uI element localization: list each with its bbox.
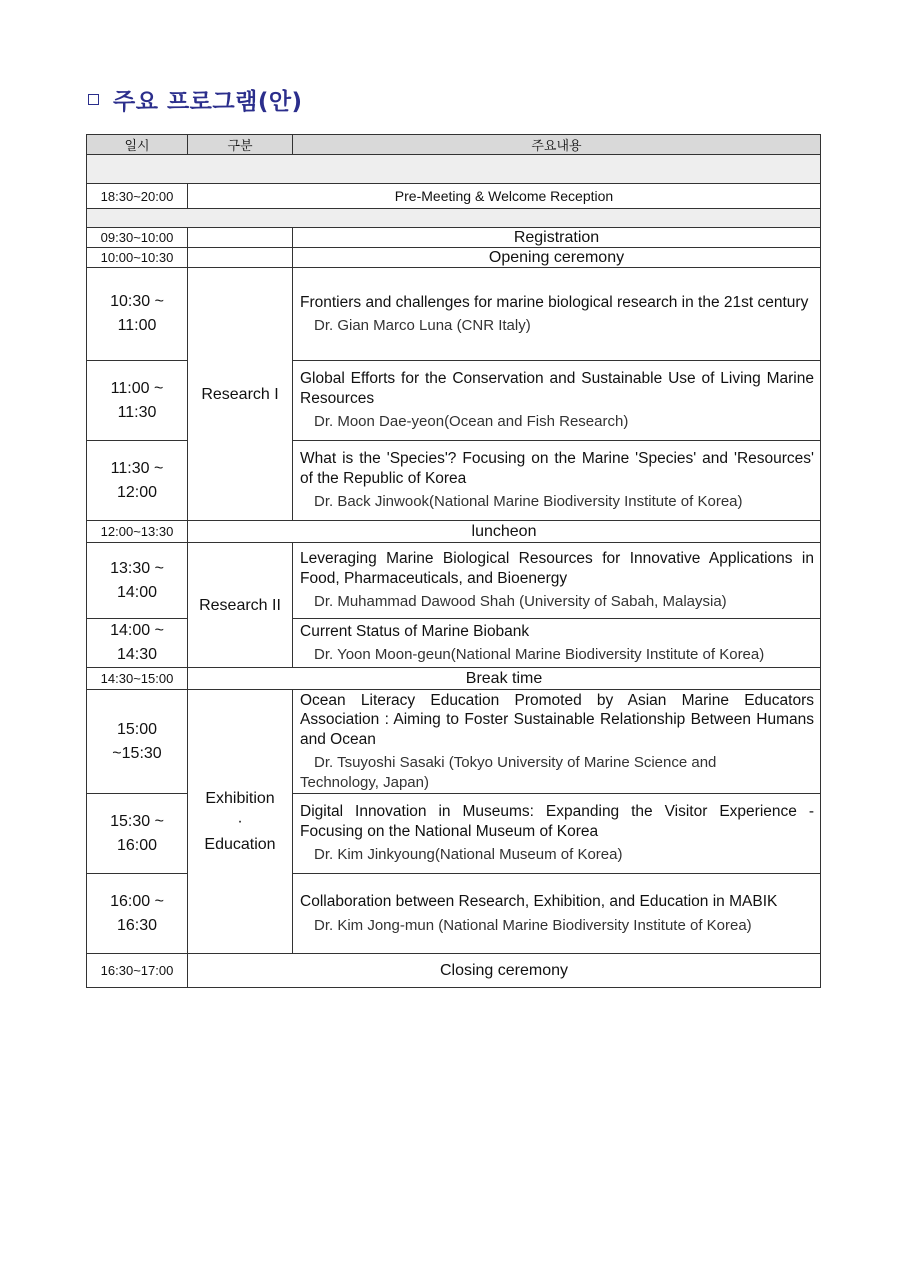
time-cell: 16:00 ~ 16:30	[87, 874, 188, 954]
content-cell: Opening ceremony	[293, 248, 821, 268]
session-speaker: Dr. Yoon Moon-geun(National Marine Biodiversity Institute of Korea)	[314, 646, 765, 663]
table-row	[87, 268, 821, 361]
col-header-datetime: 일시	[87, 135, 188, 155]
content-cell: Pre-Meeting & Welcome Reception	[188, 184, 821, 209]
session-title: Collaboration between Research, Exhibition, and Education in MABIK	[300, 893, 778, 910]
table-row	[87, 690, 821, 794]
time-cell: 14:00 ~ 14:30	[87, 619, 188, 668]
table-row	[87, 521, 821, 543]
time-cell: 16:30~17:00	[87, 954, 188, 988]
session-cell	[293, 794, 821, 874]
session-speaker: Dr. Gian Marco Luna (CNR Italy)	[314, 317, 531, 334]
session-speaker: Dr. Back Jinwook(National Marine Biodiversity Institute of Korea)	[314, 493, 743, 511]
session-cell	[293, 619, 821, 668]
time-cell: 10:30 ~ 11:00	[87, 268, 188, 361]
time-cell: 09:30~10:00	[87, 228, 188, 248]
category-cell: Research II	[188, 543, 293, 668]
session-cell	[293, 874, 821, 954]
content-cell: Closing ceremony	[188, 954, 821, 988]
session-title: Global Efforts for the Conservation and Sustainable Use of Living Marine Resources	[300, 370, 814, 407]
square-bullet-icon	[88, 94, 99, 105]
session-title: Frontiers and challenges for marine biological research in the 21st century	[300, 293, 809, 311]
session-cell	[293, 543, 821, 619]
section-heading	[88, 82, 303, 116]
time-cell: 11:00 ~ 11:30	[87, 361, 188, 441]
table-row	[87, 668, 821, 690]
session-title: What is the 'Species'? Focusing on the Marine 'Species' and 'Resources' of the Republic of Korea	[300, 450, 814, 487]
session-cell	[293, 441, 821, 521]
day-band-row	[87, 155, 821, 184]
session-cell	[293, 361, 821, 441]
content-cell: Registration	[293, 228, 821, 248]
time-cell: 12:00~13:30	[87, 521, 188, 543]
col-header-category: 구분	[188, 135, 293, 155]
heading-text: 주요 프로그램(안)	[113, 88, 303, 115]
session-speaker: Dr. Kim Jinkyoung(National Museum of Korea)	[314, 846, 623, 864]
table-row	[87, 543, 821, 619]
category-cell: Research I	[188, 268, 293, 521]
program-table	[86, 134, 821, 988]
table-row	[87, 184, 821, 209]
session-title: Ocean Literacy Education Promoted by Asian Marine Educators Association : Aiming to Foster Sustainable Relationship Between Humans and Ocean	[300, 691, 814, 748]
session-speaker: Dr. Tsuyoshi Sasaki (Tokyo University of Marine Science and	[314, 754, 717, 772]
content-cell: luncheon	[188, 521, 821, 543]
session-title: Leveraging Marine Biological Resources for Innovative Applications in Food, Pharmaceuticals, and Bioenergy	[300, 550, 814, 587]
session-speaker: Dr. Kim Jong-mun (National Marine Biodiversity Institute of Korea)	[314, 916, 752, 934]
time-cell: 10:00~10:30	[87, 248, 188, 268]
session-cell	[293, 690, 821, 794]
table-row	[87, 954, 821, 988]
table-row	[87, 248, 821, 268]
session-speaker: Dr. Muhammad Dawood Shah (University of Sabah, Malaysia)	[314, 593, 727, 611]
col-header-content: 주요내용	[293, 135, 821, 155]
time-cell: 14:30~15:00	[87, 668, 188, 690]
time-cell: 15:30 ~ 16:00	[87, 794, 188, 874]
time-cell: 11:30 ~ 12:00	[87, 441, 188, 521]
header-row	[87, 135, 821, 155]
category-cell: Exhibition · Education	[188, 690, 293, 954]
time-cell: 15:00 ~15:30	[87, 690, 188, 794]
session-cell	[293, 268, 821, 361]
session-title: Digital Innovation in Museums: Expanding the Visitor Experience - Focusing on the National Museum of Korea	[300, 803, 814, 840]
content-cell: Break time	[188, 668, 821, 690]
time-cell: 13:30 ~ 14:00	[87, 543, 188, 619]
session-title: Current Status of Marine Biobank	[300, 622, 530, 640]
time-cell: 18:30~20:00	[87, 184, 188, 209]
session-speaker-cont: Technology, Japan)	[300, 773, 429, 791]
day-band-row	[87, 209, 821, 228]
table-row	[87, 228, 821, 248]
session-speaker: Dr. Moon Dae-yeon(Ocean and Fish Research)	[314, 413, 629, 431]
